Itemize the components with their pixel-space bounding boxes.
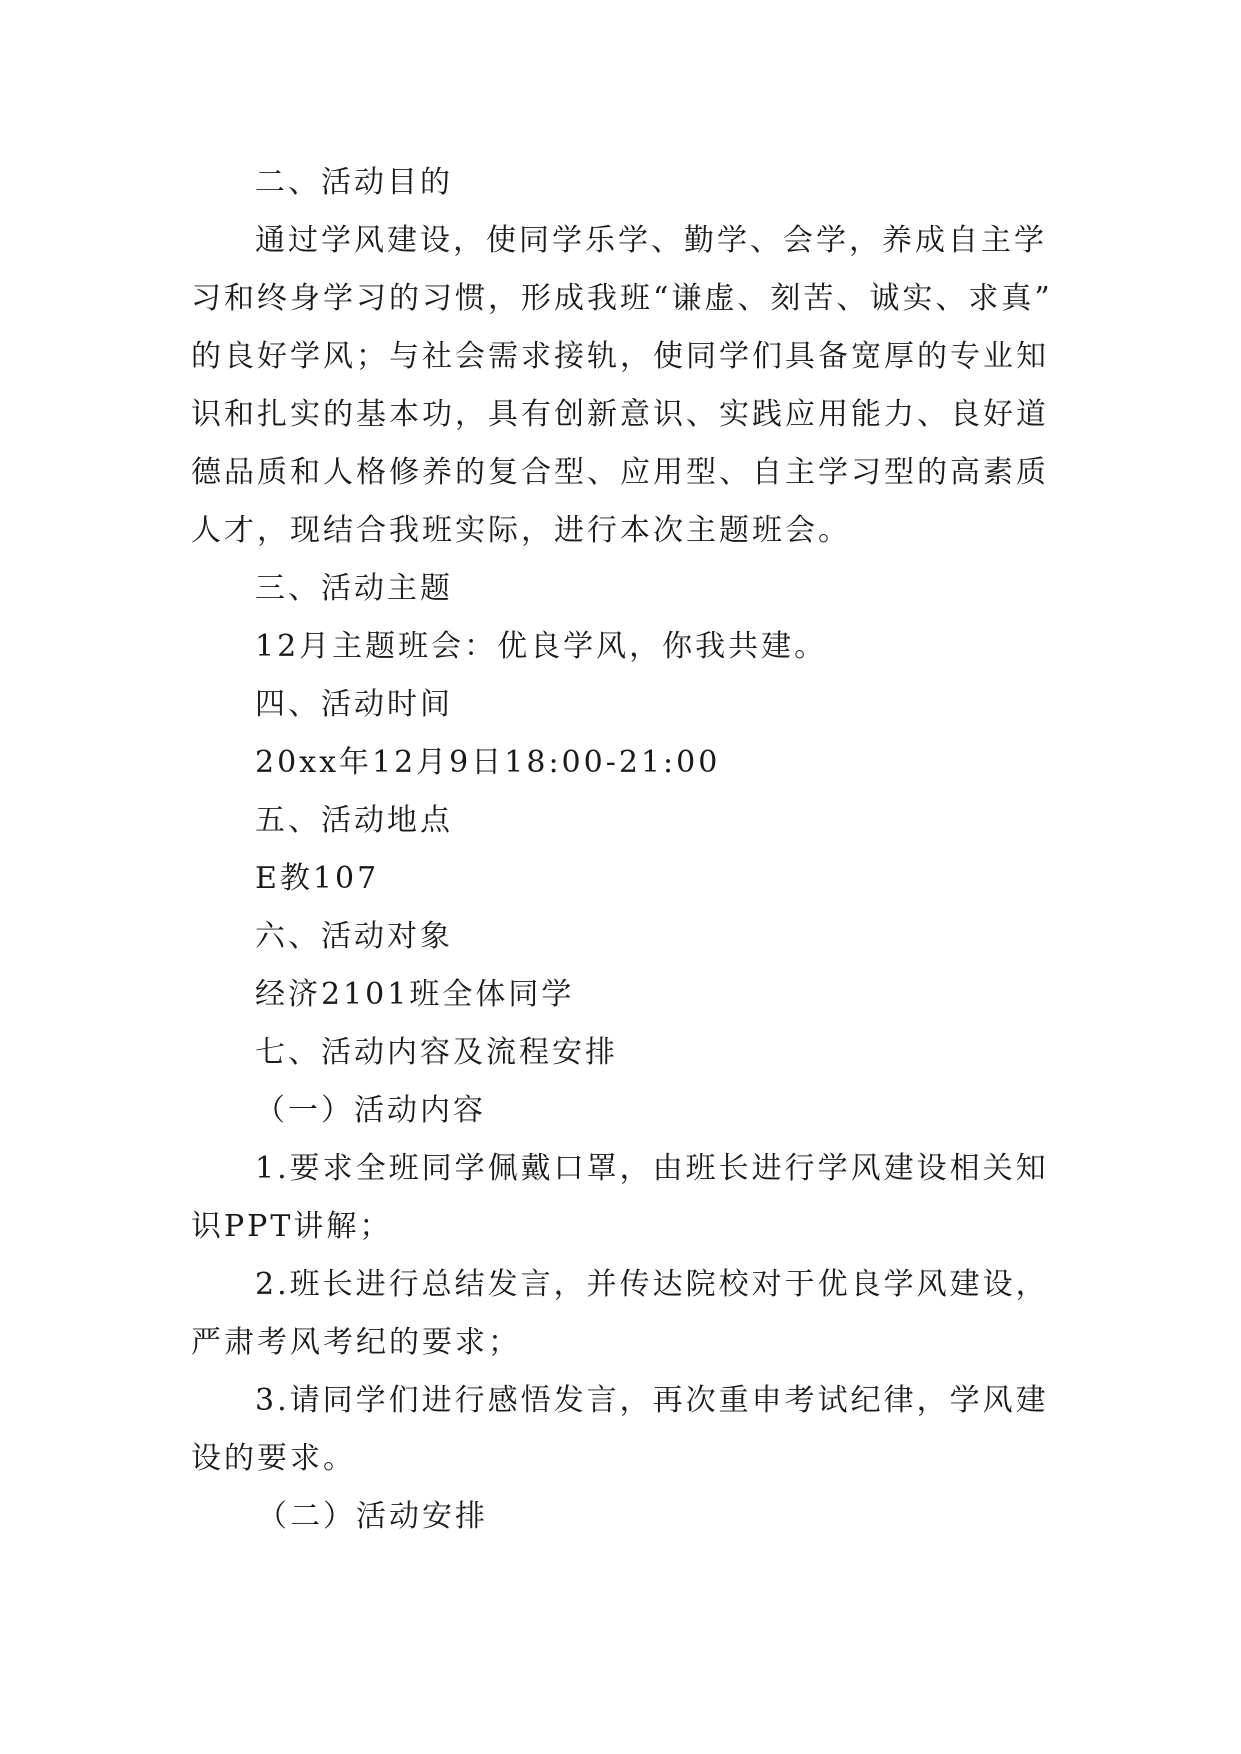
paragraph-line: 的良好学风；与社会需求接轨，使同学们具备宽厚的专业知 — [191, 339, 1049, 374]
list-item-2 — [191, 1256, 1053, 1372]
section-heading-location: 五、活动地点 — [255, 803, 453, 838]
list-item-line: 识PPT讲解； — [191, 1209, 393, 1244]
section-heading-time: 四、活动时间 — [255, 687, 453, 722]
paragraph-line: 习和终身学习的习惯，形成我班“谦虚、刻苦、诚实、求真” — [191, 281, 1053, 316]
list-item-line: 设的要求。 — [191, 1441, 356, 1476]
list-item-3 — [191, 1372, 1053, 1488]
paragraph-line: 德品质和人格修养的复合型、应用型、自主学习型的高素质 — [191, 455, 1049, 490]
subheading-arrangement: （二）活动安排 — [257, 1499, 488, 1534]
location-text: E教107 — [255, 861, 380, 896]
list-item-1 — [191, 1140, 1053, 1256]
theme-text: 12月主题班会：优良学风，你我共建。 — [255, 629, 828, 664]
list-item-line: 2.班长进行总结发言，并传达院校对于优良学风建设， — [255, 1267, 1049, 1302]
paragraph-line: 人才，现结合我班实际，进行本次主题班会。 — [191, 513, 851, 548]
list-item-line: 1.要求全班同学佩戴口罩，由班长进行学风建设相关知 — [255, 1151, 1049, 1186]
list-item-line: 3.请同学们进行感悟发言，再次重申考试纪律，学风建 — [255, 1383, 1049, 1418]
section-heading-purpose: 二、活动目的 — [255, 165, 453, 200]
paragraph-line: 识和扎实的基本功，具有创新意识、实践应用能力、良好道 — [191, 397, 1049, 432]
section-heading-content-flow: 七、活动内容及流程安排 — [255, 1035, 618, 1070]
paragraph-line: 通过学风建设，使同学乐学、勤学、会学，养成自主学 — [255, 223, 1047, 258]
section-heading-audience: 六、活动对象 — [255, 919, 453, 954]
audience-text: 经济2101班全体同学 — [255, 977, 575, 1012]
time-text: 20xx年12月9日18:00-21:00 — [255, 745, 721, 780]
purpose-paragraph — [191, 212, 1053, 560]
section-heading-theme: 三、活动主题 — [255, 571, 453, 606]
list-item-line: 严肃考风考纪的要求； — [191, 1325, 521, 1360]
subheading-content: （一）活动内容 — [255, 1093, 486, 1128]
document-body — [191, 154, 1053, 1546]
